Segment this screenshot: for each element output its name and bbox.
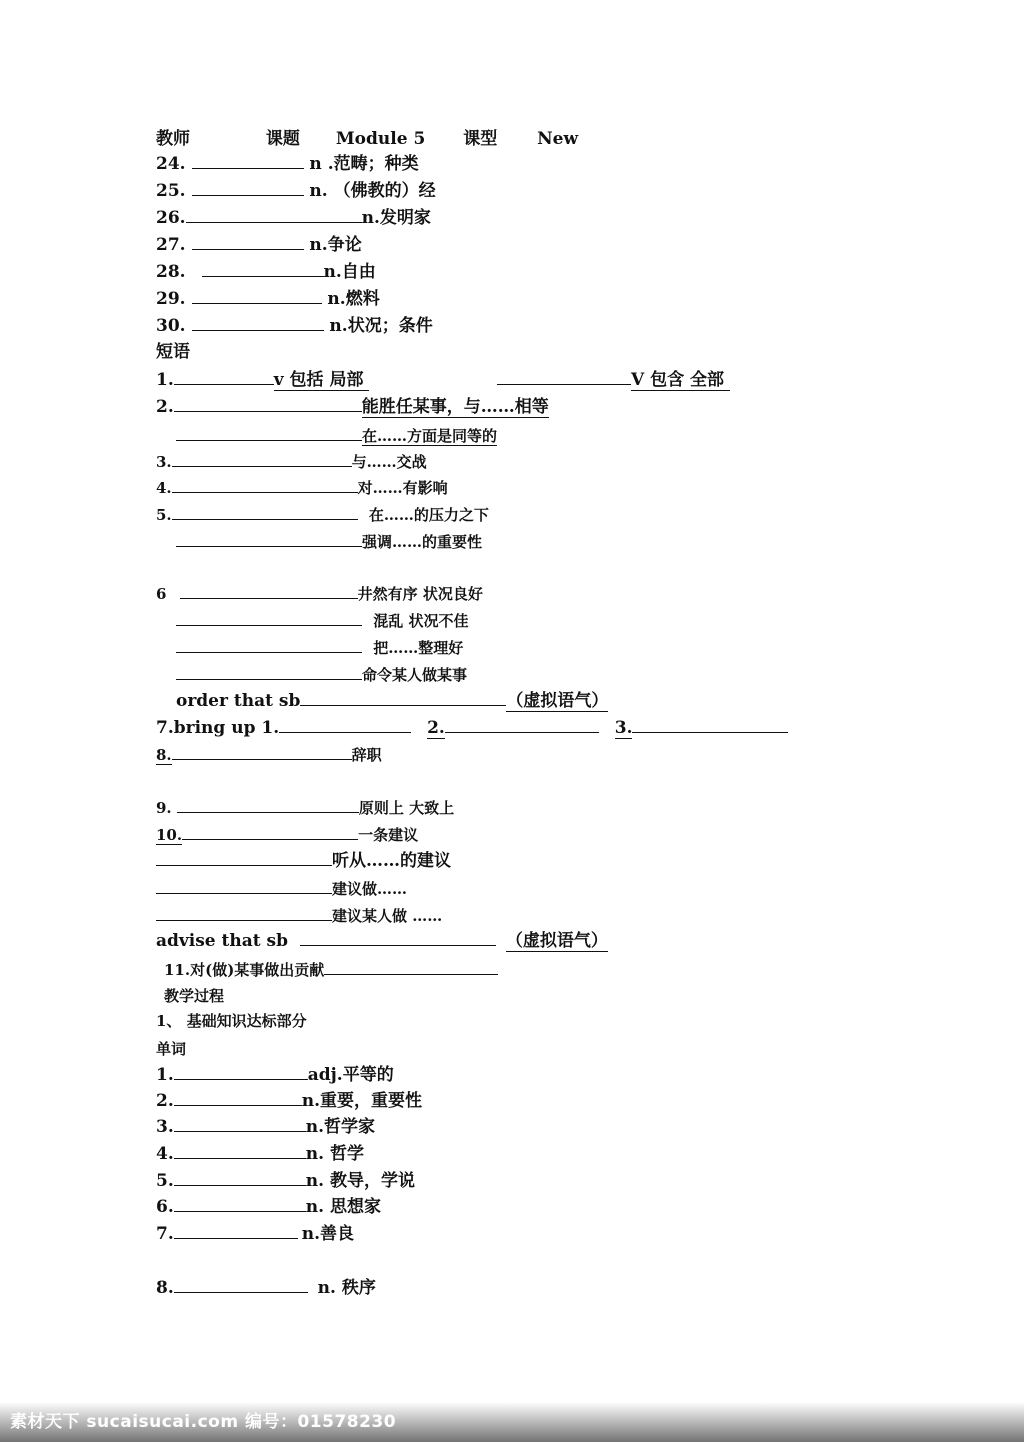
answer-blank[interactable]	[192, 152, 304, 169]
type-value: New	[537, 129, 579, 149]
header-row	[156, 128, 578, 150]
word-row-1: 1. adj.平等的	[156, 1065, 394, 1085]
answer-blank[interactable]	[497, 368, 631, 385]
phrases-heading: 短语	[156, 342, 190, 362]
answer-blank[interactable]	[202, 260, 324, 277]
phrase-row-1: 1. v 包括 局部	[156, 368, 369, 391]
word-row-3: 3. n.哲学家	[156, 1117, 376, 1137]
vocab-row-28: 28. n.自由	[156, 262, 376, 282]
answer-blank[interactable]	[156, 849, 332, 866]
topic-label: 课题	[265, 129, 300, 149]
phrase-row-3: 3. 与……交战	[156, 450, 427, 473]
phrase-row-8: 8. 辞职	[156, 743, 382, 766]
answer-blank[interactable]	[156, 877, 332, 894]
phrase-row-1b: V 包含 全部	[497, 368, 730, 391]
vocab-row-26: 26. n.发明家	[156, 208, 431, 228]
answer-blank[interactable]	[174, 1115, 306, 1132]
answer-blank[interactable]	[174, 1276, 308, 1293]
vocab-row-24: 24. n .范畴；种类	[156, 154, 419, 174]
answer-blank[interactable]	[174, 1195, 306, 1212]
word-row-4: 4. n. 哲学	[156, 1144, 364, 1164]
answer-blank[interactable]	[156, 904, 332, 921]
answer-blank[interactable]	[632, 716, 788, 733]
answer-blank[interactable]	[300, 689, 506, 706]
answer-blank[interactable]	[300, 929, 496, 946]
answer-blank[interactable]	[176, 636, 362, 653]
process-heading: 教学过程	[164, 987, 225, 1005]
vocab-row-27: 27. n.争论	[156, 235, 362, 255]
teacher-label: 教师	[156, 129, 190, 149]
answer-blank[interactable]	[174, 1089, 302, 1106]
answer-blank[interactable]	[172, 503, 358, 520]
phrase-row-7: 7.bring up 1. 2. 3.	[156, 716, 788, 739]
answer-blank[interactable]	[192, 314, 324, 331]
answer-blank[interactable]	[176, 424, 362, 441]
answer-blank[interactable]	[186, 206, 362, 223]
answer-blank[interactable]	[174, 1222, 298, 1239]
phrase-row-10c: 建议做……	[156, 877, 407, 900]
answer-blank[interactable]	[192, 233, 304, 250]
answer-blank[interactable]	[172, 743, 352, 760]
phrase-row-10d: 建议某人做 ……	[156, 904, 442, 927]
phrase-row-6d: 命令某人做某事	[176, 663, 467, 686]
phrase-row-2: 2. 能胜任某事，与……相等	[156, 397, 549, 417]
words-heading: 单词	[156, 1040, 187, 1058]
answer-blank[interactable]	[445, 716, 599, 733]
answer-blank[interactable]	[324, 958, 498, 975]
topic-value: Module 5	[335, 129, 426, 149]
answer-blank[interactable]	[174, 1142, 306, 1159]
answer-blank[interactable]	[176, 609, 362, 626]
answer-blank[interactable]	[192, 287, 322, 304]
phrase-row-9: 9. 原则上 大致上	[156, 796, 454, 819]
answer-blank[interactable]	[172, 476, 358, 493]
phrase-row-10b: 听从……的建议	[156, 849, 451, 872]
phrase-row-6c: 把……整理好	[176, 636, 463, 659]
phrase-row-4: 4. 对……有影响	[156, 476, 448, 499]
answer-blank[interactable]	[174, 1169, 306, 1186]
word-row-6: 6. n. 思想家	[156, 1197, 381, 1217]
phrase-row-10: 10. 一条建议	[156, 823, 418, 846]
phrase-row-5b: 强调……的重要性	[176, 530, 482, 553]
answer-blank[interactable]	[180, 582, 358, 599]
word-row-8: 8. n. 秩序	[156, 1278, 376, 1298]
answer-blank[interactable]	[177, 796, 359, 813]
vocab-row-30: 30. n.状况；条件	[156, 316, 433, 336]
answer-blank[interactable]	[174, 395, 362, 412]
phrase-row-6b: 混乱 状况不佳	[176, 609, 468, 632]
answer-blank[interactable]	[192, 179, 304, 196]
section1-heading: 1、 基础知识达标部分	[156, 1012, 307, 1030]
phrase-row-6: 6 井然有序 状况良好	[156, 582, 483, 605]
watermark-bar	[0, 1402, 1024, 1442]
answer-blank[interactable]	[182, 823, 358, 840]
watermark-text: 素材天下 sucaisucai.com 编号：01578230	[10, 1412, 397, 1432]
answer-blank[interactable]	[176, 530, 362, 547]
type-label: 课型	[463, 129, 498, 149]
answer-blank[interactable]	[279, 716, 411, 733]
word-row-5: 5. n. 教导，学说	[156, 1171, 415, 1191]
phrase-row-5: 5. 在……的压力之下	[156, 503, 489, 526]
phrase-row-11: 11.对(做)某事做出贡献	[164, 958, 498, 981]
phrase-row-2b: 在……方面是同等的	[176, 424, 497, 447]
answer-blank[interactable]	[174, 368, 274, 385]
word-row-2: 2. n.重要，重要性	[156, 1091, 423, 1111]
phrase-row-6e: order that sb （虚拟语气）	[176, 691, 609, 711]
vocab-row-25: 25. n. （佛教的）经	[156, 181, 436, 201]
answer-blank[interactable]	[174, 1063, 308, 1080]
answer-blank[interactable]	[176, 663, 362, 680]
word-row-7: 7. n.善良	[156, 1224, 355, 1244]
vocab-row-29: 29. n.燃料	[156, 289, 380, 309]
phrase-row-10e: advise that sb （虚拟语气）	[156, 931, 608, 951]
answer-blank[interactable]	[172, 450, 352, 467]
